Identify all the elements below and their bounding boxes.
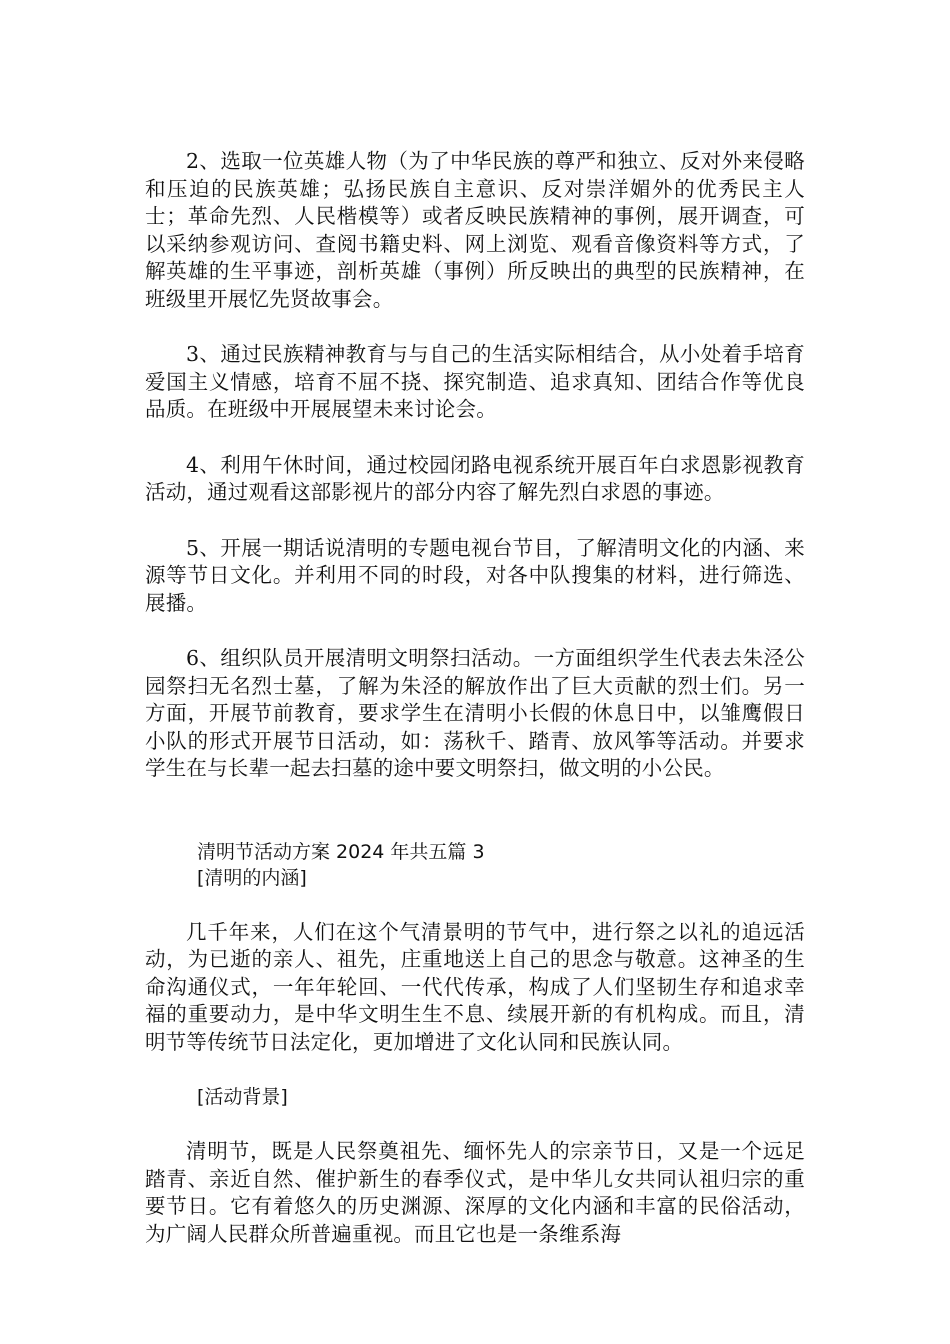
paragraph-item-6: 6、组织队员开展清明文明祭扫活动。一方面组织学生代表去朱泾公园祭扫无名烈士墓，了解为朱泾的解放作出了巨大贡献的烈士们。另一方面，开展节前教育，要求学生在清明小长假的休息日中，以雏鹰假日小队的形式开展节日活动，如：荡秋千、踏青、放风筝等活动。并要求学生在与长辈一起去扫墓的途中要文明祭扫，做文明的小公民。: [145, 646, 805, 780]
paragraph-meaning: 几千年来，人们在这个气清景明的节气中，进行祭之以礼的追远活动，为已逝的亲人、祖先，庄重地送上自己的思念与敬意。这神圣的生命沟通仪式，一年年轮回、一代代传承，构成了人们坚韧生存和追求幸福的重要动力，是中华文明生生不息、续展开新的有机构成。而且，清明节等传统节日法定化，更加增进了文化认同和民族认同。: [145, 919, 805, 1054]
paragraph-item-5: 5、开展一期话说清明的专题电视台节目，了解清明文化的内涵、来源等节日文化。并利用不同的时段，对各中队搜集的材料，进行筛选、展播。: [145, 535, 805, 615]
paragraph-item-2: 2、选取一位英雄人物（为了中华民族的尊严和独立、反对外来侵略和压迫的民族英雄；弘扬民族自主意识、反对崇洋媚外的优秀民主人士；革命先烈、人民楷模等）或者反映民族精神的事例，展开调查，可以采纳参观访问、查阅书籍史料、网上浏览、观看音像资料等方式，了解英雄的生平事迹，剖析英雄（事例）所反映出的典型的民族精神，在班级里开展忆先贤故事会。: [145, 149, 805, 311]
paragraph-item-3: 3、通过民族精神教育与与自己的生活实际相结合，从小处着手培育爱国主义情感，培育不屈不挠、探究制造、追求真知、团结合作等优良品质。在班级中开展展望未来讨论会。: [145, 342, 805, 421]
paragraph-spacer: [145, 891, 805, 919]
section-subtitle: [清明的内涵]: [197, 866, 307, 889]
paragraph-spacer: [145, 617, 805, 645]
paragraph-background: 清明节，既是人民祭奠祖先、缅怀先人的宗亲节日，又是一个远足踏青、亲近自然、催护新生的春季仪式，是中华儿女共同认祖归宗的重要节日。它有着悠久的历史渊源、深厚的文化内涵和丰富的民俗活动，为广阔人民群众所普遍重视。而且它也是一条维系海: [145, 1139, 805, 1246]
section-spacer: [145, 783, 805, 839]
section-title: 清明节活动方案 2024 年共五篇 3: [197, 840, 485, 863]
paragraph-spacer: [145, 313, 805, 341]
paragraph-spacer: [145, 1110, 805, 1138]
paragraph-spacer: [145, 424, 805, 452]
paragraph-spacer: [145, 1056, 805, 1084]
document-body: [145, 148, 805, 1248]
background-heading: [活动背景]: [197, 1086, 288, 1108]
paragraph-item-4: 4、利用午休时间，通过校园闭路电视系统开展百年白求恩影视教育活动，通过观看这部影视片的部分内容了解先烈白求恩的事迹。: [145, 452, 805, 504]
paragraph-spacer: [145, 507, 805, 535]
